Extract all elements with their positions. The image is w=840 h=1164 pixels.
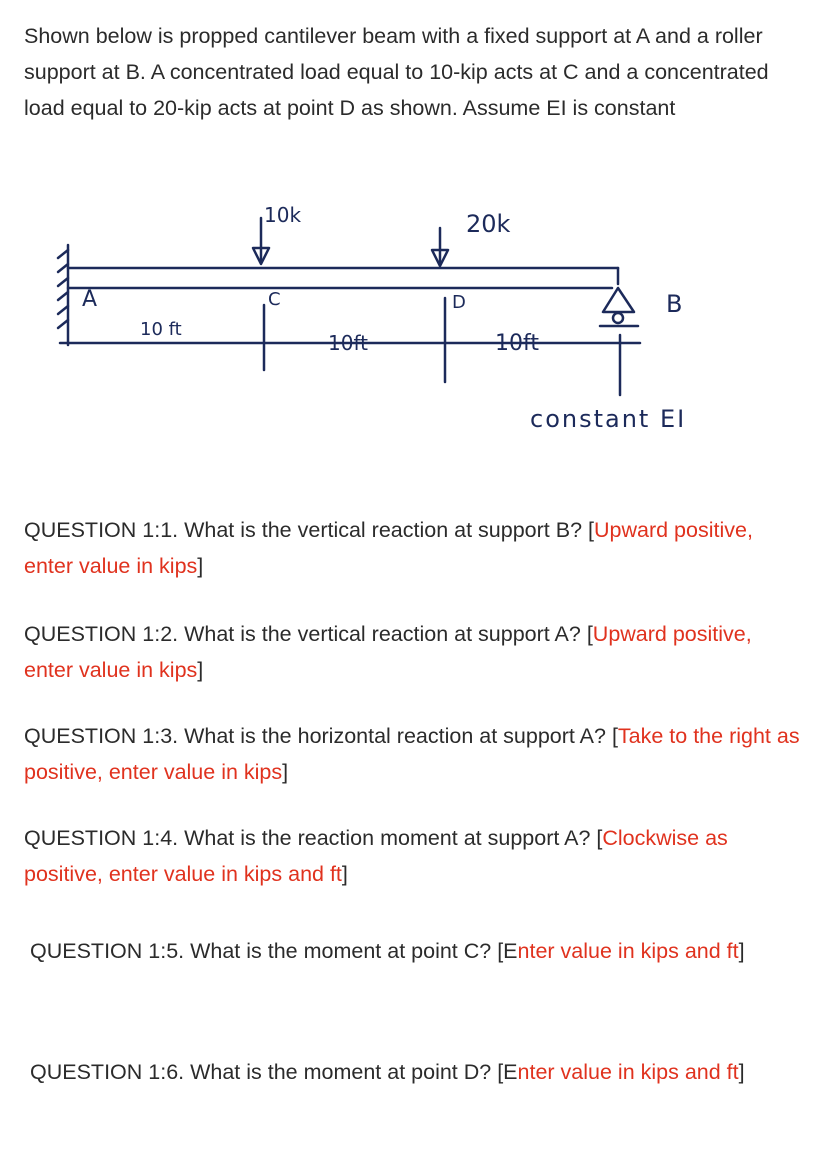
question-1-4: QUESTION 1:4. What is the reaction moment at support A? [Clockwise as positive, enter value in kips and ft] bbox=[24, 826, 728, 886]
load-label-d: 20k bbox=[466, 210, 511, 238]
beam bbox=[68, 268, 618, 288]
ei-note: constant EI bbox=[530, 405, 687, 433]
load-arrow-d bbox=[432, 228, 448, 266]
span-label-ac: 10 ft bbox=[140, 319, 182, 340]
span-label-cd: 10ft bbox=[328, 331, 368, 355]
question-1-1: QUESTION 1:1. What is the vertical reaction at support B? [Upward positive, enter value in kips] bbox=[24, 518, 753, 578]
question-1-6: QUESTION 1:6. What is the moment at point D? [Enter value in kips and ft] bbox=[30, 1060, 745, 1084]
label-d: D bbox=[452, 292, 466, 313]
label-c: C bbox=[268, 289, 281, 310]
load-label-c: 10k bbox=[264, 203, 302, 227]
label-a: A bbox=[82, 287, 98, 312]
question-1-5: QUESTION 1:5. What is the moment at point C? [Enter value in kips and ft] bbox=[30, 939, 745, 963]
beam-diagram bbox=[0, 180, 840, 460]
fixed-support-a bbox=[58, 245, 68, 345]
problem-statement: Shown below is propped cantilever beam with a fixed support at A and a roller support at B. A concentrated load equal to 10-kip acts at C and a concentrated load equal to 20-kip acts at point D as shown. Assume EI is constant bbox=[24, 24, 769, 120]
question-1-2: QUESTION 1:2. What is the vertical reaction at support A? [Upward positive, enter value in kips] bbox=[24, 622, 752, 682]
label-b: B bbox=[666, 290, 683, 318]
span-label-db: 10ft bbox=[495, 331, 539, 356]
question-1-3: QUESTION 1:3. What is the horizontal reaction at support A? [Take to the right as positive, enter value in kips] bbox=[24, 724, 800, 784]
roller-support-b bbox=[600, 288, 638, 326]
